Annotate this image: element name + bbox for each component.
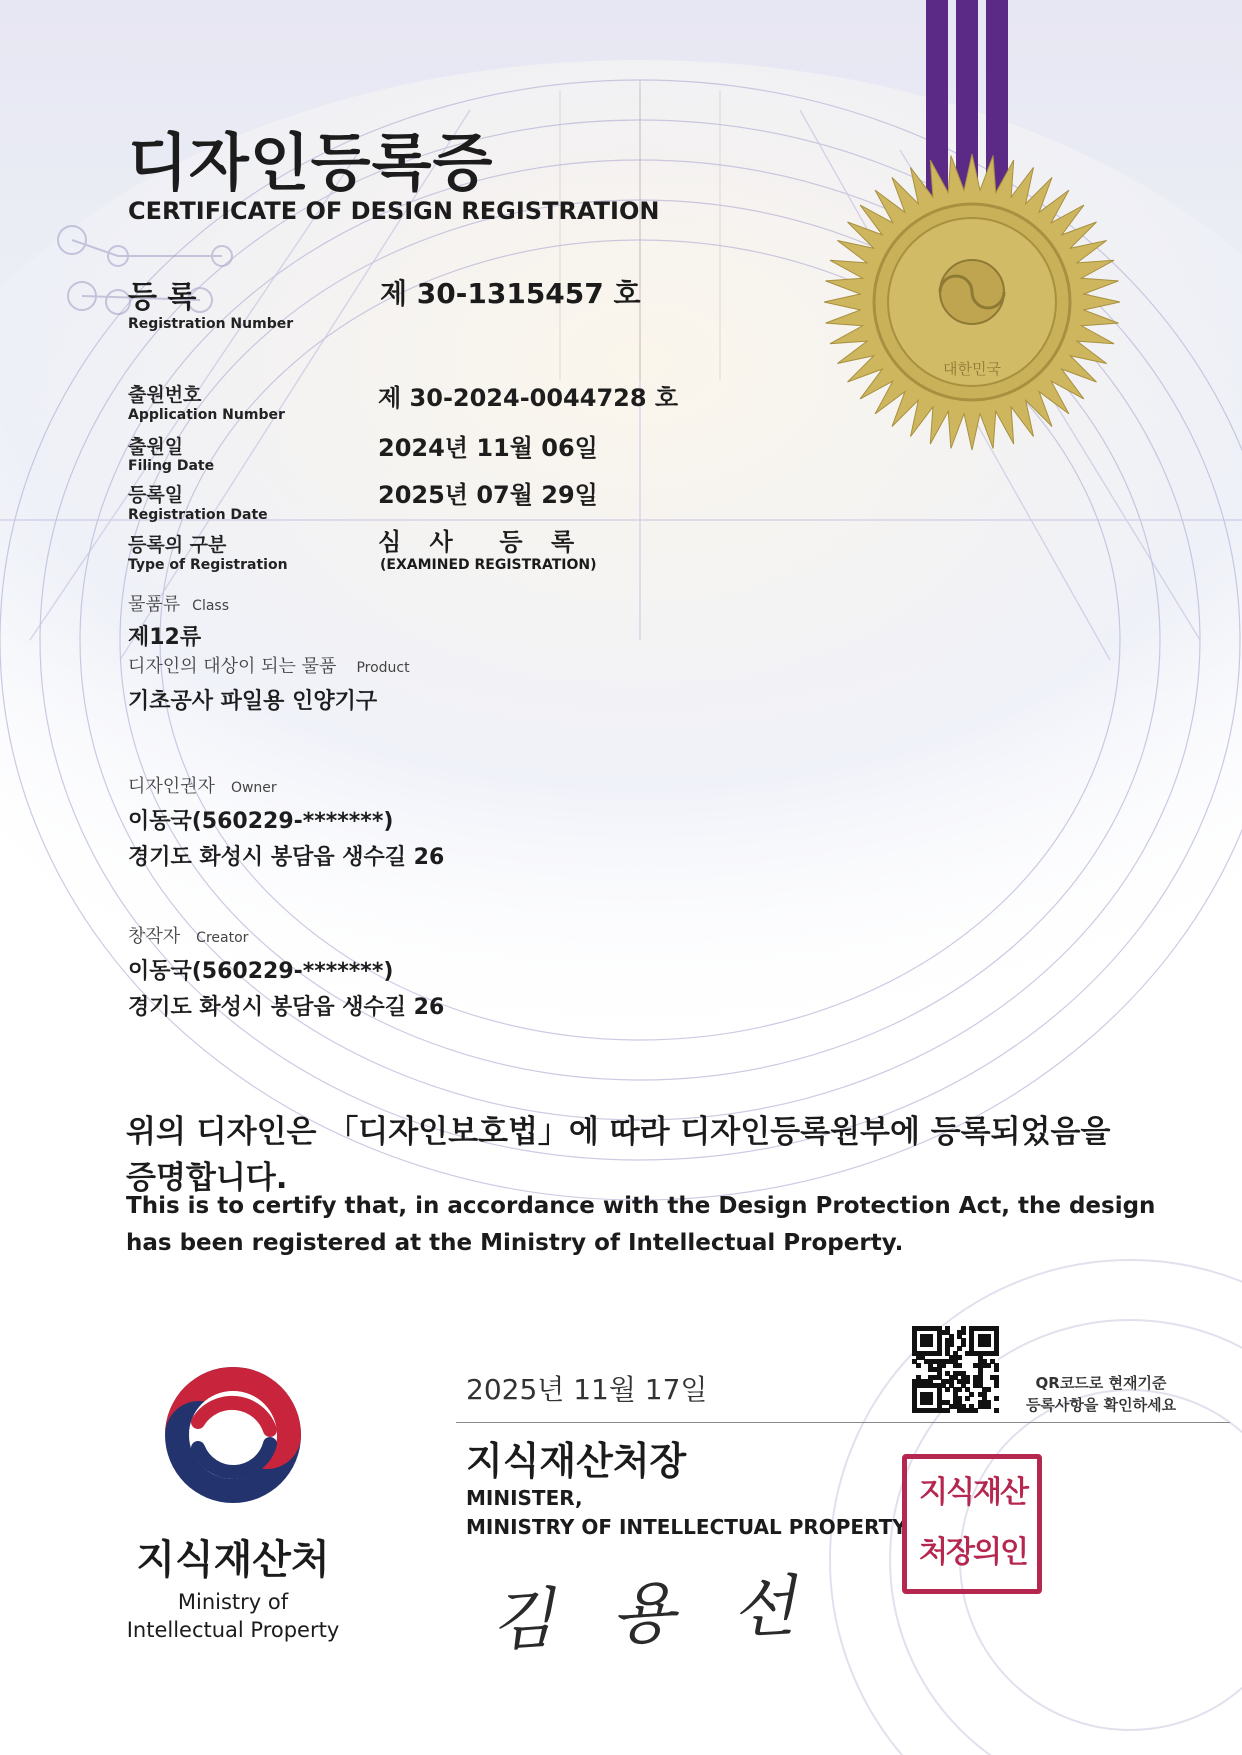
registration-label-ko: 등 록 (128, 280, 197, 315)
filing-date-label-en: Filing Date (128, 458, 215, 474)
creator-name: 이동국(560229-*******) (128, 959, 394, 984)
qr-note-line1: QR코드로 현재기준 (1035, 1374, 1167, 1392)
ministry-name-en1: Ministry of (177, 1590, 289, 1614)
application-label-ko: 출원번호 (128, 384, 202, 406)
signature: 김 용 선 (488, 1566, 816, 1661)
issuer-title-en1: MINISTER, (466, 1486, 583, 1510)
gold-seal-icon (822, 152, 1122, 452)
product-value: 기초공사 파일용 인양기구 (128, 689, 378, 714)
class-label-ko: 물품류 (128, 594, 181, 615)
qr-note-line2: 등록사항을 확인하세요 (1025, 1396, 1177, 1414)
divider (456, 1422, 1230, 1423)
product-label-ko: 디자인의 대상이 되는 물품 (128, 656, 337, 677)
owner-label-ko: 디자인권자 (128, 776, 215, 797)
official-seal-stamp (902, 1454, 1042, 1594)
registration-number: 제 30-1315457 호 (380, 277, 641, 310)
issue-date: 2025년 11월 17일 (466, 1373, 708, 1406)
certification-ko-line1: 위의 디자인은 「디자인보호법」에 따라 디자인등록원부에 등록되었음을 (126, 1114, 1111, 1150)
product-label (128, 652, 410, 678)
qr-code-icon (912, 1326, 998, 1412)
issuer-title-en2: MINISTRY OF INTELLECTUAL PROPERTY (466, 1515, 907, 1539)
owner-name: 이동국(560229-*******) (128, 809, 394, 834)
gold-seal-text: 대한민국 (943, 360, 1001, 378)
title-ko: 디자인등록증 (128, 126, 494, 199)
filing-date-label-ko: 출원일 (128, 436, 184, 458)
registration-type-en: (EXAMINED REGISTRATION) (380, 557, 597, 573)
owner-label (128, 772, 277, 798)
filing-date: 2024년 11월 06일 (378, 434, 598, 462)
registration-date-label-en: Registration Date (128, 507, 268, 523)
class-label (128, 590, 229, 616)
creator-label-en: Creator (196, 930, 249, 946)
certification-en-line2: has been registered at the Ministry of Intellectual Property. (126, 1230, 904, 1256)
registration-label-en: Registration Number (128, 316, 294, 332)
certification-ko-line2: 증명합니다. (126, 1160, 288, 1196)
application-number: 제 30-2024-0044728 호 (378, 384, 679, 412)
creator-label (128, 922, 248, 948)
ministry-name-ko: 지식재산처 (136, 1537, 330, 1583)
creator-label-ko: 창작자 (128, 926, 181, 947)
taeguk-emblem-icon (158, 1360, 308, 1510)
owner-label-en: Owner (230, 780, 277, 796)
owner-address: 경기도 화성시 봉담읍 생수길 26 (128, 845, 445, 870)
registration-type-ko: 심 사 등 록 (378, 528, 585, 556)
creator-address: 경기도 화성시 봉담읍 생수길 26 (128, 995, 445, 1020)
ministry-name-en2: Intellectual Property (126, 1618, 340, 1642)
certification-en-line1: This is to certify that, in accordance with the Design Protection Act, the design (126, 1193, 1156, 1219)
seal-stamp-row1: 지식재산 (919, 1475, 1027, 1510)
issuer-title-ko: 지식재산처장 (466, 1439, 687, 1483)
class-label-en: Class (192, 598, 230, 614)
registration-date-label-ko: 등록일 (128, 484, 184, 506)
title-en: CERTIFICATE OF DESIGN REGISTRATION (128, 197, 660, 225)
application-label-en: Application Number (128, 407, 285, 423)
product-label-en: Product (356, 660, 410, 676)
registration-date: 2025년 07월 29일 (378, 481, 598, 509)
registration-type-label-en: Type of Registration (128, 557, 288, 573)
seal-stamp-row2: 처장의인 (919, 1535, 1027, 1570)
registration-type-label-ko: 등록의 구분 (128, 534, 227, 556)
class-value: 제12류 (128, 625, 202, 650)
